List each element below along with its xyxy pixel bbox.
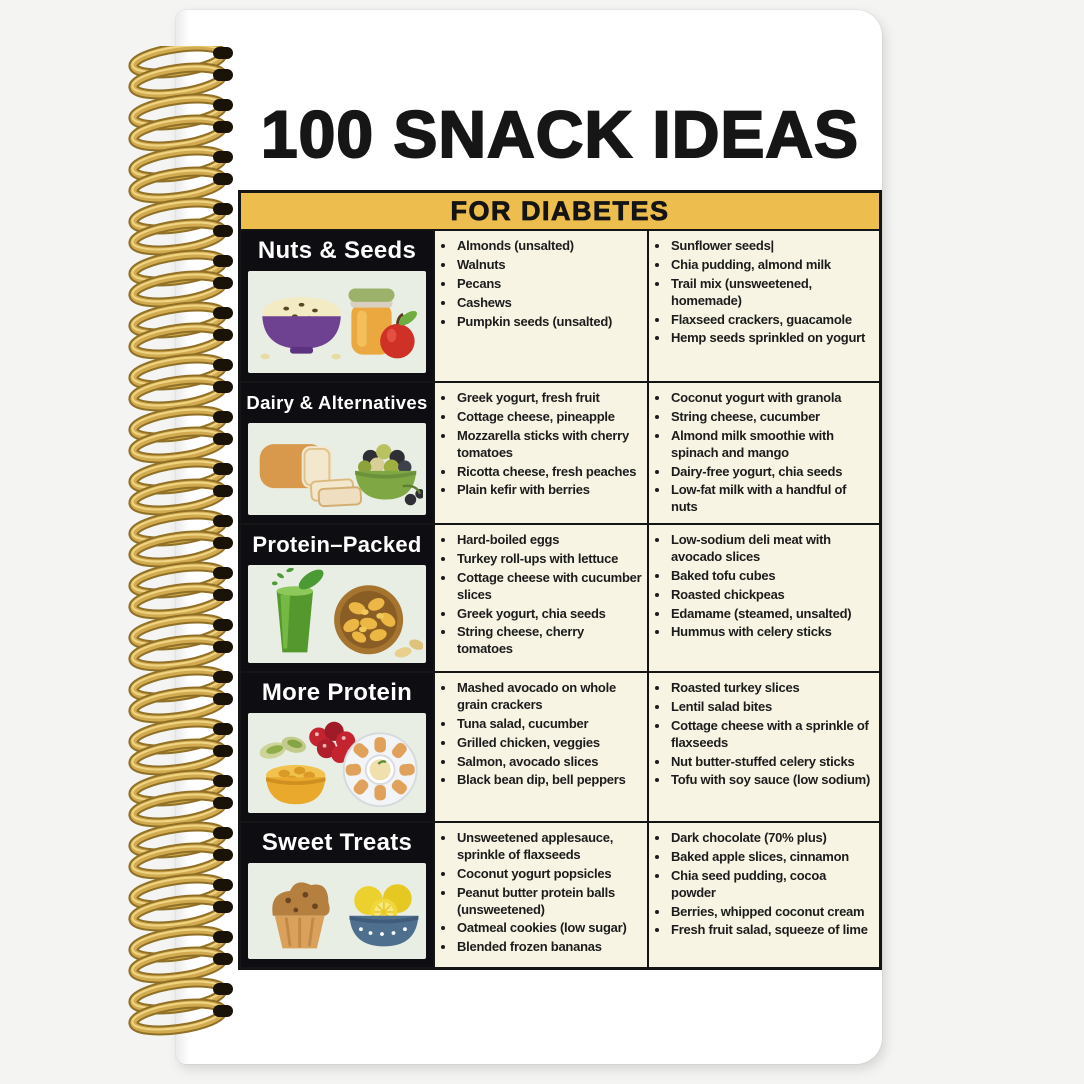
list-left (433, 673, 649, 821)
list-item: • Berries, whipped coconut cream (670, 904, 874, 921)
list-item: • Blended frozen bananas (456, 939, 642, 956)
list-item: • Edamame (steamed, unsalted) (670, 606, 874, 623)
page-title: 100 SNACK IDEAS (260, 97, 860, 171)
list-item: • Plain kefir with berries (456, 482, 642, 499)
list-item: • Roasted chickpeas (670, 587, 874, 604)
list-item: • Greek yogurt, fresh fruit (456, 390, 642, 407)
list-item: • Ricotta cheese, fresh peaches (456, 464, 642, 481)
list-item: • Pecans (456, 276, 642, 293)
list-item: • Salmon, avocado slices (456, 754, 642, 771)
list-item: • Low-sodium deli meat with avocado slices (670, 532, 874, 566)
list-item: • Coconut yogurt popsicles (456, 866, 642, 883)
list-item: • Turkey roll-ups with lettuce (456, 551, 642, 568)
list-item: • Oatmeal cookies (low sugar) (456, 920, 642, 937)
list-item: • String cheese, cherry tomatoes (456, 624, 642, 658)
more-protein-illustration (248, 713, 426, 813)
list-item: • Dairy-free yogurt, chia seeds (670, 464, 874, 481)
list-item: • Almonds (unsalted) (456, 238, 642, 255)
list-item: • Grilled chicken, veggies (456, 735, 642, 752)
list-item: • Cottage cheese with cucumber slices (456, 570, 642, 604)
list-right (649, 673, 879, 821)
section-protein-packed (241, 523, 879, 671)
category-cell (241, 673, 433, 821)
list-item: • Hemp seeds sprinkled on yogurt (670, 330, 874, 347)
list-item: • Unsweetened applesauce, sprinkle of flaxseeds (456, 830, 642, 864)
list-item: • Cottage cheese with a sprinkle of flaxseeds (670, 718, 874, 752)
category-cell (241, 231, 433, 381)
list-item: • Mashed avocado on whole grain crackers (456, 680, 642, 714)
list-item: • Chia pudding, almond milk (670, 257, 874, 274)
list-left (433, 231, 649, 381)
list-item: • Peanut butter protein balls (unsweetened) (456, 885, 642, 919)
list-item: • Almond milk smoothie with spinach and mango (670, 428, 874, 462)
list-item: • Mozzarella sticks with cherry tomatoes (456, 428, 642, 462)
list-item: • Hard-boiled eggs (456, 532, 642, 549)
list-item: • Chia seed pudding, cocoa powder (670, 868, 874, 902)
sweet-treats-illustration (248, 863, 426, 959)
list-item: • Pumpkin seeds (unsalted) (456, 314, 642, 331)
list-item: • Tofu with soy sauce (low sodium) (670, 772, 874, 789)
section-nuts-seeds (241, 229, 879, 381)
subtitle-banner: FOR DIABETES (241, 193, 879, 229)
nuts-seeds-illustration (248, 271, 426, 373)
list-item: • Low-fat milk with a handful of nuts (670, 482, 874, 516)
list-item: • Baked tofu cubes (670, 568, 874, 585)
list-item: • Fresh fruit salad, squeeze of lime (670, 922, 874, 939)
list-right (649, 231, 879, 381)
list-item: • Cashews (456, 295, 642, 312)
list-item: • Baked apple slices, cinnamon (670, 849, 874, 866)
list-right (649, 823, 879, 967)
list-item: • Roasted turkey slices (670, 680, 874, 697)
list-item: • Coconut yogurt with granola (670, 390, 874, 407)
list-right (649, 383, 879, 523)
dairy-alternatives-illustration (248, 423, 426, 515)
section-sweet-treats (241, 821, 879, 967)
list-item: • Greek yogurt, chia seeds (456, 606, 642, 623)
list-item: • Sunflower seeds| (670, 238, 874, 255)
snack-table (238, 190, 882, 970)
category-label: Nuts & Seeds (257, 237, 417, 264)
category-label: Protein–Packed (252, 532, 422, 557)
category-cell (241, 823, 433, 967)
category-cell (241, 383, 433, 523)
section-dairy-alternatives (241, 381, 879, 523)
list-item: • Walnuts (456, 257, 642, 274)
category-cell (241, 525, 433, 671)
list-item: • Flaxseed crackers, guacamole (670, 312, 874, 329)
list-item: • Lentil salad bites (670, 699, 874, 716)
list-item: • Black bean dip, bell peppers (456, 772, 642, 789)
category-label: Sweet Treats (261, 829, 413, 856)
list-item: • Nut butter-stuffed celery sticks (670, 754, 874, 771)
protein-packed-illustration (248, 565, 426, 663)
list-item: • Hummus with celery sticks (670, 624, 874, 641)
list-left (433, 383, 649, 523)
list-left (433, 823, 649, 967)
list-item: • Trail mix (unsweetened, homemade) (670, 276, 874, 310)
list-item: • Cottage cheese, pineapple (456, 409, 642, 426)
list-item: • Tuna salad, cucumber (456, 716, 642, 733)
list-right (649, 525, 879, 671)
spiral-binding-icon (128, 46, 244, 1054)
category-label: Dairy & Alternatives (246, 392, 428, 413)
list-item: • String cheese, cucumber (670, 409, 874, 426)
list-item: • Dark chocolate (70% plus) (670, 830, 874, 847)
category-label: More Protein (261, 679, 413, 706)
section-more-protein (241, 671, 879, 821)
list-left (433, 525, 649, 671)
